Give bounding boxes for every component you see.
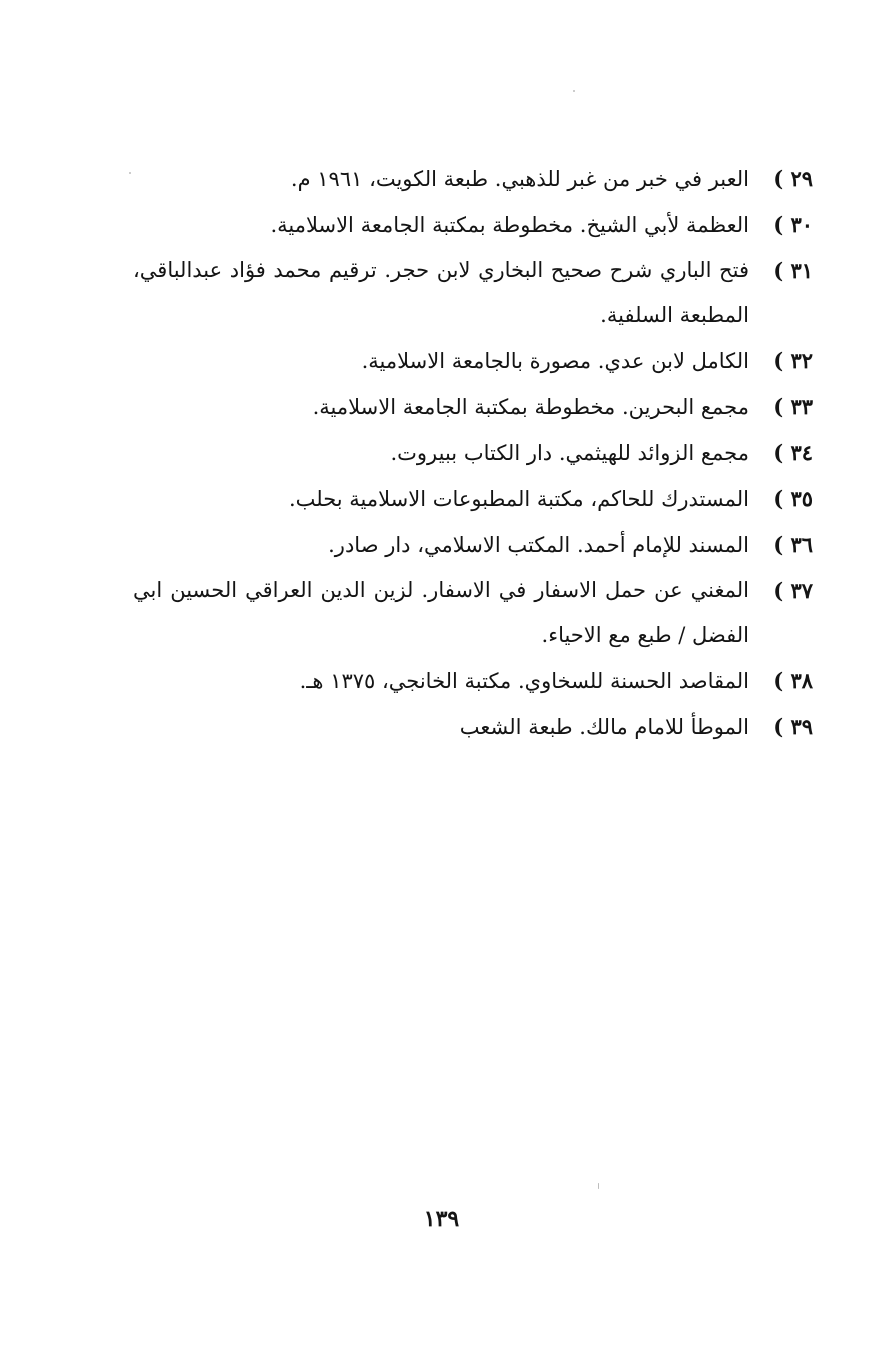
reference-item: [133, 248, 813, 338]
reference-item: [133, 476, 813, 522]
reference-number: ٣٢ ): [773, 348, 813, 373]
reference-text: العظمة لأبي الشيخ. مخطوطة بمكتبة الجامعة الاسلامية.: [270, 213, 749, 237]
page-number: ١٣٩: [423, 1206, 460, 1232]
reference-text: مجمع البحرين. مخطوطة بمكتبة الجامعة الاسلامية.: [312, 395, 749, 419]
reference-number: ٢٩ ): [773, 166, 813, 191]
reference-text: المستدرك للحاكم، مكتبة المطبوعات الاسلامية بحلب.: [288, 487, 749, 511]
reference-number: ٣٠ ): [773, 212, 813, 237]
reference-number: ٣١ ): [773, 258, 813, 283]
paper-speck: [573, 90, 575, 92]
reference-item: [133, 156, 813, 202]
reference-number: ٣٤ ): [773, 440, 813, 465]
reference-list: [133, 156, 813, 750]
reference-text: العبر في خبر من غبر للذهبي. طبعة الكويت، ١٩٦١ م.: [290, 167, 749, 191]
reference-number: ٣٩ ): [773, 714, 813, 739]
reference-text: المقاصد الحسنة للسخاوي. مكتبة الخانجي، ١٣٧٥ هـ.: [299, 669, 749, 693]
reference-item: [133, 338, 813, 384]
paper-speck: [129, 172, 131, 174]
reference-item: [133, 658, 813, 704]
reference-text: الموطأ للامام مالك. طبعة الشعب: [459, 715, 749, 739]
reference-item: [133, 568, 813, 658]
reference-text: مجمع الزوائد للهيثمي. دار الكتاب ببيروت.: [390, 441, 749, 465]
reference-item: [133, 202, 813, 248]
reference-item: [133, 430, 813, 476]
reference-number: ٣٥ ): [773, 486, 813, 511]
paper-speck: [598, 1183, 599, 1189]
reference-text: المغني عن حمل الاسفار في الاسفار. لزين الدين العراقي الحسين ابي الفضل / طبع مع الاحياء.: [133, 578, 749, 647]
reference-text: المسند للإمام أحمد. المكتب الاسلامي، دار صادر.: [328, 533, 749, 557]
reference-number: ٣٣ ): [773, 394, 813, 419]
reference-number: ٣٦ ): [773, 532, 813, 557]
reference-number: ٣٨ ): [773, 668, 813, 693]
reference-number: ٣٧ ): [773, 578, 813, 603]
reference-item: [133, 704, 813, 750]
reference-text: الكامل لابن عدي. مصورة بالجامعة الاسلامية.: [361, 349, 749, 373]
reference-item: [133, 384, 813, 430]
reference-item: [133, 522, 813, 568]
reference-text: فتح الباري شرح صحيح البخاري لابن حجر. ترقيم محمد فؤاد عبدالباقي، المطبعة السلفية.: [133, 258, 749, 327]
